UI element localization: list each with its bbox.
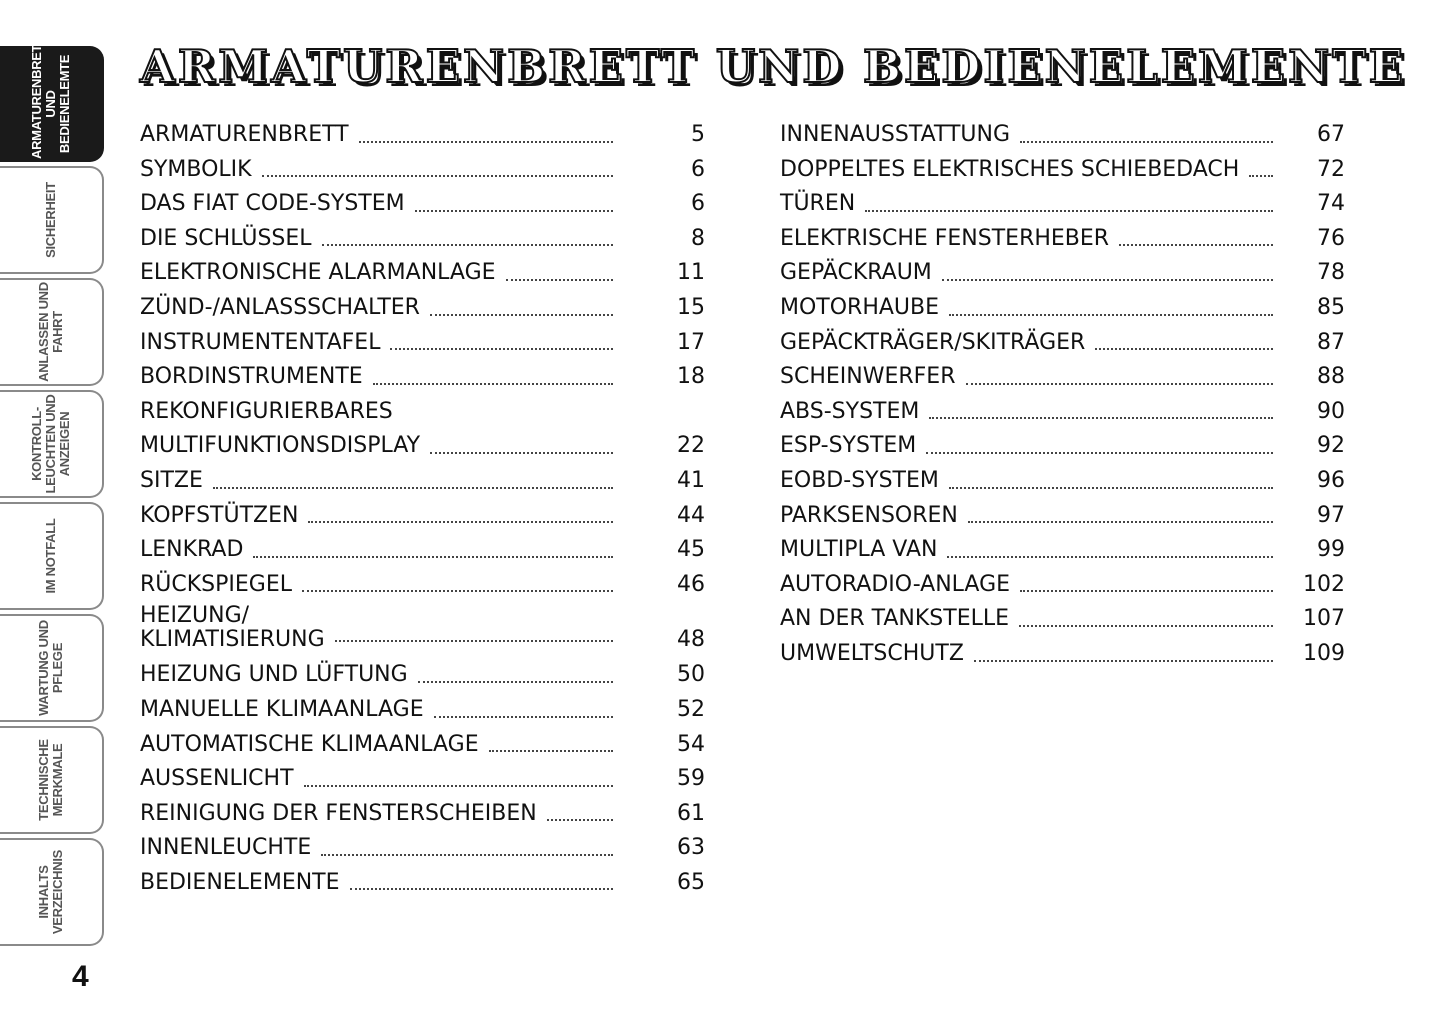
tab-label: IM NOTFALL (43, 518, 58, 594)
toc-entry-page: 76 (1317, 225, 1345, 251)
toc-entry-label: SYMBOLIK (140, 156, 252, 182)
toc-right-column (780, 118, 1345, 672)
toc-entry-label: ARMATURENBRETT (140, 122, 349, 147)
dot-leader (968, 521, 1273, 523)
toc-entry-label: INSTRUMENTENTAFEL (140, 329, 381, 355)
dot-leader (335, 640, 613, 642)
dot-leader (350, 888, 613, 890)
toc-entry-label: GEPÄCKRAUM (780, 260, 932, 286)
toc-entry-page: 63 (677, 835, 705, 861)
toc-entry[interactable] (140, 429, 705, 464)
dot-leader (489, 750, 613, 752)
toc-entry[interactable] (780, 153, 1345, 188)
toc-entry-page: 48 (677, 627, 705, 653)
toc-entry-page: 72 (1317, 156, 1345, 182)
dot-leader (1095, 348, 1273, 350)
toc-entry[interactable] (140, 762, 705, 797)
toc-entry-label: INNENAUSSTATTUNG (780, 122, 1011, 147)
toc-entry[interactable] (140, 118, 705, 153)
toc-entry-label: HEIZUNG/ KLIMATISIERUNG (140, 603, 325, 653)
dot-leader (373, 383, 613, 385)
dot-leader (434, 716, 613, 718)
toc-entry-page: 87 (1317, 329, 1345, 355)
toc-entry-page: 74 (1317, 191, 1345, 217)
dot-leader (1020, 141, 1273, 143)
toc-entry[interactable] (780, 360, 1345, 395)
tab-label: SICHERHEIT (43, 182, 58, 258)
tab-label: ANLASSEN UND FAHRT (36, 282, 65, 382)
toc-entry-label: BEDIENELEMENTE (140, 869, 340, 895)
toc-entry-page: 102 (1303, 571, 1345, 597)
toc-entry-label: DOPPELTES ELEKTRISCHES SCHIEBEDACH (780, 156, 1240, 182)
toc-entry-label: REINIGUNG DER FENSTERSCHEIBEN (140, 800, 537, 826)
toc-entry-page: 8 (691, 225, 705, 251)
tab-sicherheit[interactable] (0, 166, 104, 274)
toc-entry[interactable] (780, 602, 1345, 637)
toc-entry[interactable] (780, 568, 1345, 603)
dot-leader (547, 819, 613, 821)
dot-leader (418, 681, 613, 683)
toc-entry-label: ABS-SYSTEM (780, 398, 920, 424)
tab-wartung-und-pflege[interactable] (0, 614, 104, 722)
dot-leader (966, 383, 1274, 385)
dot-leader (949, 314, 1273, 316)
toc-entry-label: SITZE (140, 467, 203, 493)
toc-entry[interactable] (140, 602, 705, 658)
toc-entry-page: 11 (677, 260, 705, 286)
toc-entry-label: BORDINSTRUMENTE (140, 364, 363, 390)
toc-entry-page: 67 (1317, 122, 1345, 147)
toc-entry-page: 50 (677, 662, 705, 688)
toc-entry-page: 65 (677, 869, 705, 895)
toc-entry-label: AN DER TANKSTELLE (780, 606, 1010, 632)
dot-leader (262, 175, 613, 177)
dot-leader (949, 487, 1273, 489)
toc-entry-label: AUTOMATISCHE KLIMAANLAGE (140, 731, 479, 757)
toc-entry-label: AUTORADIO-ANLAGE (780, 571, 1011, 597)
toc-entry[interactable] (140, 187, 705, 222)
toc-entry[interactable] (140, 464, 705, 499)
dot-leader (304, 785, 613, 787)
dot-leader (322, 244, 613, 246)
tab-label: WARTUNG UND PFLEGE (36, 620, 65, 716)
toc-entry-label: REKONFIGURIERBARES (140, 398, 393, 424)
toc-entry-label: MOTORHAUBE (780, 294, 940, 320)
toc-entry[interactable] (780, 429, 1345, 464)
toc-entry-page: 46 (677, 571, 705, 597)
dot-leader (929, 417, 1273, 419)
toc-entry[interactable] (140, 568, 705, 603)
toc-entry-label: AUSSENLICHT (140, 766, 294, 792)
toc-entry[interactable] (780, 187, 1345, 222)
toc-entry-label: TÜREN (780, 191, 856, 217)
tab-kontrollleuchten[interactable] (0, 390, 104, 498)
toc-entry-page: 96 (1317, 467, 1345, 493)
toc-entry[interactable] (140, 797, 705, 832)
toc-entry-page: 85 (1317, 294, 1345, 320)
dot-leader (506, 279, 613, 281)
toc-entry-page: 6 (691, 156, 705, 182)
toc-entry-label: ZÜND-/ANLASSSCHALTER (140, 294, 420, 320)
toc-entry-page: 97 (1317, 502, 1345, 528)
toc-entry-label: MULTIFUNKTIONSDISPLAY (140, 433, 421, 459)
dot-leader (390, 348, 613, 350)
dot-leader (1249, 175, 1273, 177)
dot-leader (430, 314, 613, 316)
toc-entry-label: ESP-SYSTEM (780, 433, 917, 459)
toc-entry-page: 54 (677, 731, 705, 757)
toc-entry[interactable] (780, 326, 1345, 361)
toc-entry-label: RÜCKSPIEGEL (140, 571, 293, 597)
tab-label: ARMATURENBRETT UND BEDIENELEMTE (29, 37, 72, 159)
toc-entry[interactable] (140, 153, 705, 188)
toc-entry-label: DIE SCHLÜSSEL (140, 225, 312, 251)
toc-entry[interactable] (140, 693, 705, 728)
toc-entry-page: 90 (1317, 398, 1345, 424)
toc-entry-page: 78 (1317, 260, 1345, 286)
toc-entry[interactable] (140, 658, 705, 693)
toc-entry-page: 17 (677, 329, 705, 355)
toc-entry[interactable] (140, 533, 705, 568)
dot-leader (926, 452, 1273, 454)
tab-technische-merkmale[interactable] (0, 726, 104, 834)
toc-entry-label: KOPFSTÜTZEN (140, 502, 299, 528)
toc-entry[interactable] (780, 222, 1345, 257)
tab-inhaltsverzeichnis[interactable] (0, 838, 104, 946)
tab-label: TECHNISCHE MERKMALE (36, 739, 65, 821)
toc-entry-label: SCHEINWERFER (780, 364, 956, 390)
toc-entry-page: 107 (1303, 606, 1345, 632)
toc-entry-label: DAS FIAT CODE-SYSTEM (140, 191, 405, 217)
dot-leader (302, 590, 613, 592)
tab-im-notfall[interactable] (0, 502, 104, 610)
toc-entry[interactable] (780, 256, 1345, 291)
tab-anlassen-und-fahrt[interactable] (0, 278, 104, 386)
toc-entry-page: 52 (677, 696, 705, 722)
toc-entry[interactable] (780, 291, 1345, 326)
toc-entry[interactable] (140, 222, 705, 257)
toc-entry-page: 6 (691, 191, 705, 217)
toc-entry-label: UMWELTSCHUTZ (780, 640, 964, 666)
toc-entry-label: MANUELLE KLIMAANLAGE (140, 696, 424, 722)
toc-entry[interactable] (140, 866, 705, 901)
toc-entry[interactable] (780, 118, 1345, 153)
toc-entry[interactable] (140, 831, 705, 866)
toc-entry-page: 15 (677, 294, 705, 320)
toc-entry[interactable] (140, 395, 705, 430)
toc-entry-page: 5 (691, 122, 705, 147)
toc-entry-page: 92 (1317, 433, 1345, 459)
toc-entry[interactable] (780, 533, 1345, 568)
toc-entry-label: INNENLEUCHTE (140, 835, 312, 861)
toc-entry[interactable] (140, 499, 705, 534)
dot-leader (213, 487, 613, 489)
toc-entry-page: 88 (1317, 364, 1345, 390)
toc-entry-page: 18 (677, 364, 705, 390)
toc-entry-page: 109 (1303, 640, 1345, 666)
toc-entry-page: 45 (677, 537, 705, 563)
tab-label: KONTROLL- LEUCHTEN UND ANZEIGEN (29, 394, 72, 494)
dot-leader (865, 210, 1273, 212)
toc-entry-label: PARKSENSOREN (780, 502, 958, 528)
toc-entry-page: 59 (677, 766, 705, 792)
tab-armaturenbrett[interactable] (0, 37, 104, 162)
dot-leader (359, 141, 613, 143)
page-number: 4 (72, 960, 89, 993)
dot-leader (308, 521, 613, 523)
toc-entry-label: EOBD-SYSTEM (780, 467, 939, 493)
dot-leader (415, 210, 613, 212)
toc-entry[interactable] (780, 499, 1345, 534)
toc-entry-page: 41 (677, 467, 705, 493)
toc-entry-label: MULTIPLA VAN (780, 537, 938, 563)
chapter-tabs (0, 37, 104, 950)
tab-label: INHALTS VERZEICHNIS (36, 849, 65, 935)
toc-left-column (140, 118, 705, 900)
dot-leader (1019, 625, 1273, 627)
toc-entry[interactable] (140, 291, 705, 326)
toc-entry[interactable] (140, 326, 705, 361)
toc-entry-page: 44 (677, 502, 705, 528)
toc-entry-label: LENKRAD (140, 537, 244, 563)
toc-entry[interactable] (140, 256, 705, 291)
toc-entry-label: GEPÄCKTRÄGER/SKITRÄGER (780, 329, 1086, 355)
dot-leader (1119, 244, 1273, 246)
dot-leader (947, 556, 1273, 558)
toc-entry-label: ELEKTRISCHE FENSTERHEBER (780, 225, 1110, 251)
toc-entry[interactable] (780, 637, 1345, 672)
page-title: ARMATURENBRETT UND BEDIENELEMENTE (140, 40, 1407, 93)
dot-leader (974, 660, 1273, 662)
dot-leader (430, 452, 613, 454)
toc-entry[interactable] (140, 360, 705, 395)
dot-leader (321, 854, 613, 856)
toc-entry-page: 22 (677, 433, 705, 459)
toc-entry-page: 99 (1317, 537, 1345, 563)
toc-entry-page: 61 (677, 800, 705, 826)
toc-entry[interactable] (140, 728, 705, 763)
dot-leader (1020, 590, 1273, 592)
toc-entry[interactable] (780, 395, 1345, 430)
dot-leader (942, 279, 1273, 281)
toc-entry[interactable] (780, 464, 1345, 499)
dot-leader (253, 556, 613, 558)
toc-entry-label: HEIZUNG UND LÜFTUNG (140, 662, 408, 688)
toc-entry-label: ELEKTRONISCHE ALARMANLAGE (140, 260, 496, 286)
